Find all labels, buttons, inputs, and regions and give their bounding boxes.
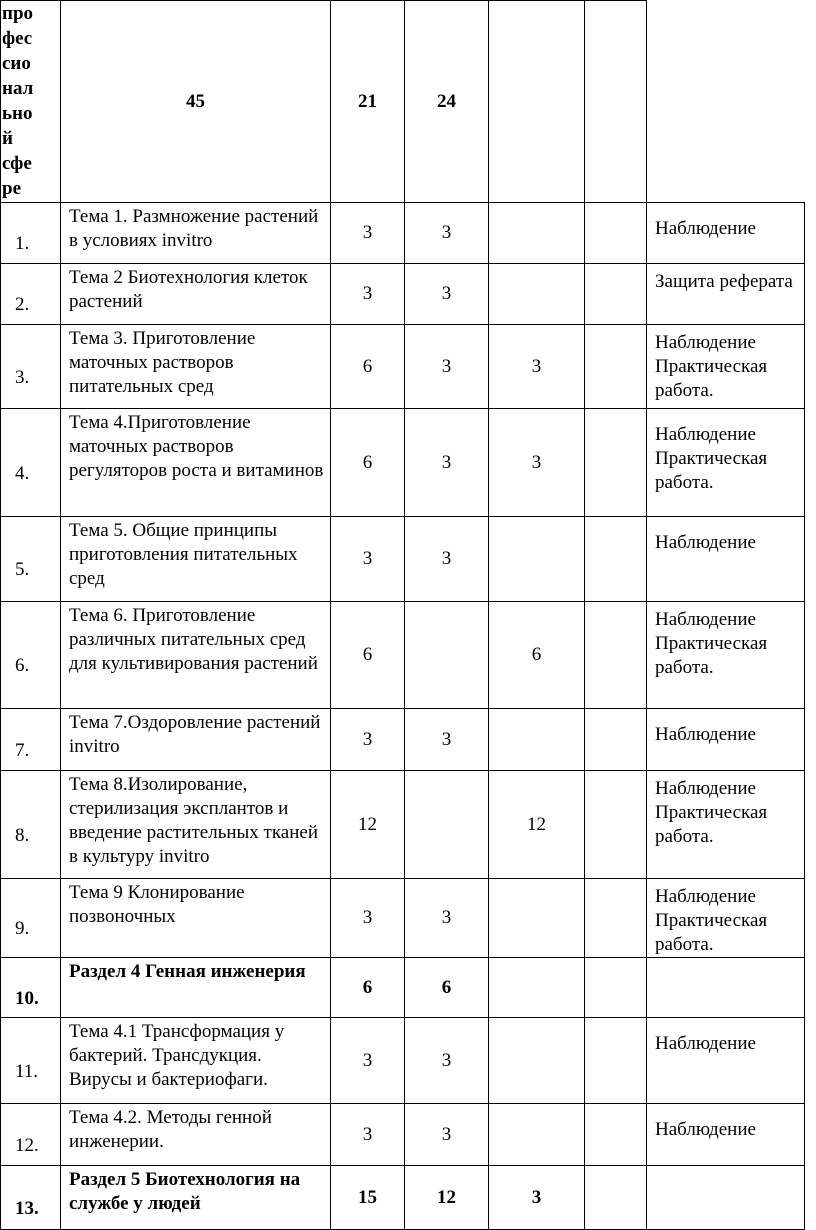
row-control-form: Наблюдение Практическая работа.	[647, 602, 805, 709]
row-empty	[585, 1018, 647, 1104]
row-total: 3	[331, 709, 405, 771]
row-topic: Тема 8.Изолирование, стерилизация эксплантов и введение растительных тканей в культуру invitro	[61, 771, 331, 879]
table-row	[1, 709, 805, 771]
row-control-form: Наблюдение	[647, 203, 805, 264]
row-topic: Раздел 4 Генная инженерия	[61, 958, 331, 1018]
row-control-form: Наблюдение Практическая работа.	[647, 409, 805, 517]
row-total: 6	[331, 409, 405, 517]
row-empty	[585, 264, 647, 325]
table-row	[1, 203, 805, 264]
row-total: 6	[331, 958, 405, 1018]
row-theory: 3	[405, 709, 489, 771]
row-control-form: Защита реферата	[647, 264, 805, 325]
table-row	[1, 1018, 805, 1104]
row-total: 3	[331, 203, 405, 264]
table-row	[1, 1104, 805, 1166]
row-theory: 3	[405, 1104, 489, 1166]
row-practice	[489, 1104, 585, 1166]
row-control-form: Наблюдение	[647, 1104, 805, 1166]
row-theory: 3	[405, 409, 489, 517]
table-row	[1, 325, 805, 409]
row-topic: Тема 7.Оздоровление растений invitro	[61, 709, 331, 771]
row-practice: 3	[489, 1166, 585, 1230]
row-topic: Тема 4.Приготовление маточных растворов регуляторов роста и витаминов	[61, 409, 331, 517]
row-practice: 12	[489, 771, 585, 879]
row-topic: Тема 5. Общие принципы приготовления питательных сред	[61, 517, 331, 602]
row-empty	[585, 958, 647, 1018]
row-theory: 3	[405, 203, 489, 264]
row-control-form	[647, 1166, 805, 1230]
row-theory	[405, 771, 489, 879]
row-number: 12.	[1, 1104, 61, 1166]
table-row	[1, 409, 805, 517]
table-row	[1, 264, 805, 325]
row-control-form: Наблюдение	[647, 709, 805, 771]
row-control-form: Наблюдение Практическая работа.	[647, 879, 805, 958]
row-empty	[585, 203, 647, 264]
row-empty	[585, 409, 647, 517]
row-number: 10.	[1, 958, 61, 1018]
row-control-form: Наблюдение Практическая работа.	[647, 771, 805, 879]
row-empty	[585, 1166, 647, 1230]
row-topic: Тема 6. Приготовление различных питательных сред для культивирования растений	[61, 602, 331, 709]
row-number: 5.	[1, 517, 61, 602]
row-theory	[405, 602, 489, 709]
header-empty-2	[585, 1, 647, 203]
row-number: 8.	[1, 771, 61, 879]
row-control-form: Наблюдение	[647, 1018, 805, 1104]
row-empty	[585, 879, 647, 958]
row-number: 13.	[1, 1166, 61, 1230]
row-control-form: Наблюдение Практическая работа.	[647, 325, 805, 409]
header-first-cell: про фес сио нал ьно й сфе ре	[1, 1, 61, 203]
row-practice	[489, 517, 585, 602]
row-empty	[585, 771, 647, 879]
row-control-form	[647, 958, 805, 1018]
row-total: 3	[331, 879, 405, 958]
row-practice	[489, 203, 585, 264]
row-number: 7.	[1, 709, 61, 771]
table-row-section	[1, 958, 805, 1018]
row-empty	[585, 325, 647, 409]
row-topic: Тема 4.2. Методы генной инженерии.	[61, 1104, 331, 1166]
header-theory: 21	[331, 1, 405, 203]
row-theory: 6	[405, 958, 489, 1018]
row-total: 12	[331, 771, 405, 879]
row-practice	[489, 879, 585, 958]
row-topic: Раздел 5 Биотехнология на службе у людей	[61, 1166, 331, 1230]
row-topic: Тема 3. Приготовление маточных растворов питательных сред	[61, 325, 331, 409]
row-number: 11.	[1, 1018, 61, 1104]
row-number: 6.	[1, 602, 61, 709]
row-practice	[489, 709, 585, 771]
row-theory: 12	[405, 1166, 489, 1230]
row-theory: 3	[405, 517, 489, 602]
row-number: 4.	[1, 409, 61, 517]
row-practice: 3	[489, 409, 585, 517]
row-number: 3.	[1, 325, 61, 409]
table-row	[1, 517, 805, 602]
row-practice: 3	[489, 325, 585, 409]
row-control-form: Наблюдение	[647, 517, 805, 602]
row-total: 6	[331, 325, 405, 409]
row-theory: 3	[405, 325, 489, 409]
row-number: 9.	[1, 879, 61, 958]
row-theory: 3	[405, 264, 489, 325]
row-topic: Тема 1. Размножение растений в условиях invitro	[61, 203, 331, 264]
row-empty	[585, 709, 647, 771]
row-total: 3	[331, 1104, 405, 1166]
row-empty	[585, 517, 647, 602]
row-practice	[489, 1018, 585, 1104]
row-topic: Тема 9 Клонирование позвоночных	[61, 879, 331, 958]
table-row-section	[1, 1166, 805, 1230]
table-row	[1, 879, 805, 958]
table-row	[1, 602, 805, 709]
row-total: 15	[331, 1166, 405, 1230]
row-theory: 3	[405, 879, 489, 958]
header-practice: 24	[405, 1, 489, 203]
row-total: 6	[331, 602, 405, 709]
row-number: 1.	[1, 203, 61, 264]
row-total: 3	[331, 517, 405, 602]
row-topic: Тема 2 Биотехнология клеток растений	[61, 264, 331, 325]
row-practice	[489, 958, 585, 1018]
row-topic: Тема 4.1 Трансформация у бактерий. Трансдукция. Вирусы и бактериофаги.	[61, 1018, 331, 1104]
row-empty	[585, 1104, 647, 1166]
row-theory: 3	[405, 1018, 489, 1104]
row-number: 2.	[1, 264, 61, 325]
row-practice	[489, 264, 585, 325]
header-empty-1	[489, 1, 585, 203]
header-row	[1, 1, 805, 203]
row-empty	[585, 602, 647, 709]
row-total: 3	[331, 264, 405, 325]
table-row	[1, 771, 805, 879]
header-total: 45	[61, 1, 331, 203]
row-practice: 6	[489, 602, 585, 709]
row-total: 3	[331, 1018, 405, 1104]
header-outside	[647, 1, 805, 203]
